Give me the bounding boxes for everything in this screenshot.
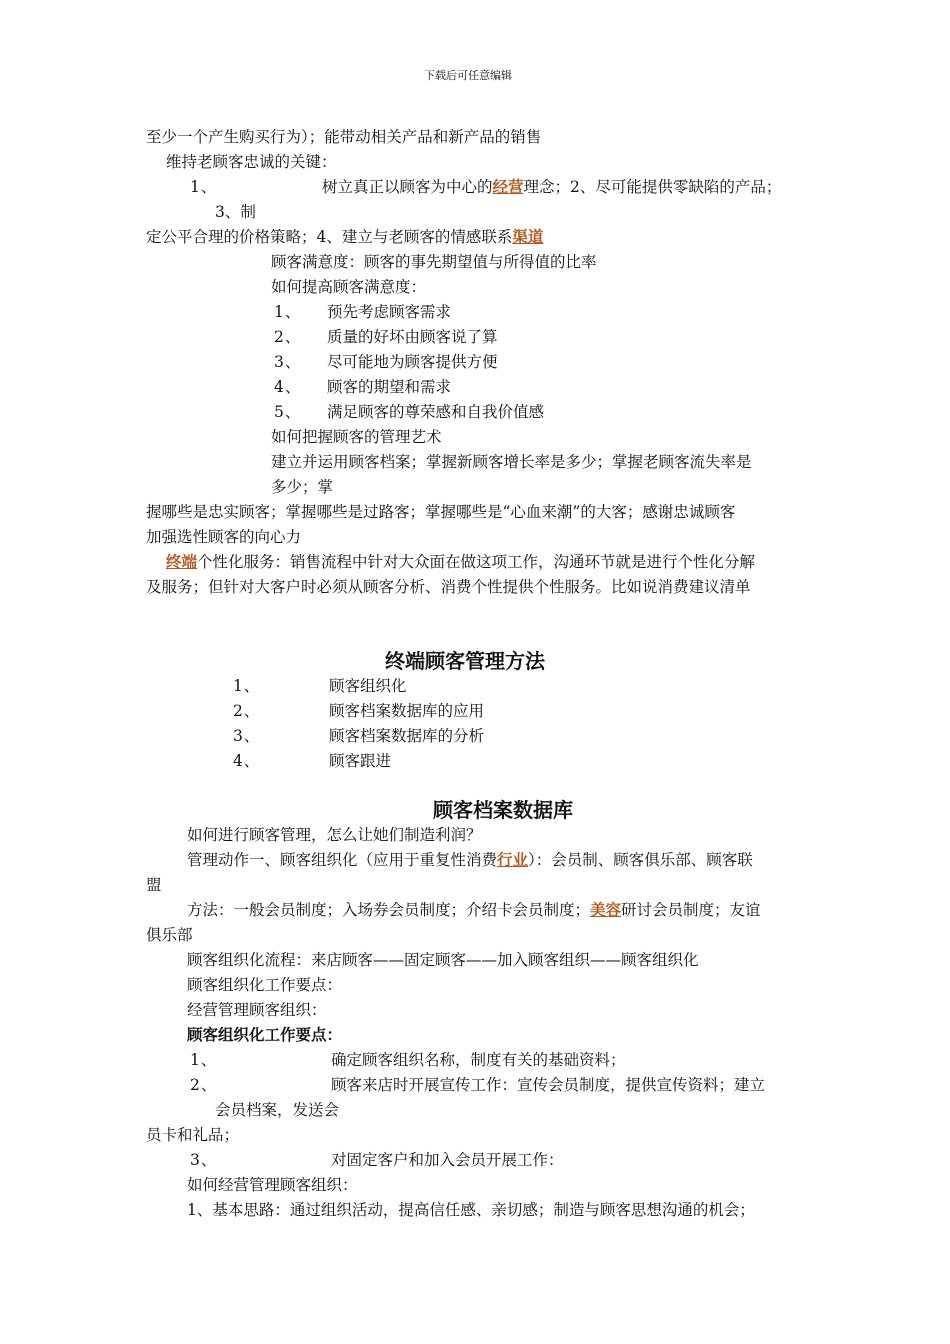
paragraph-line: 如何把握顾客的管理艺术 [271,428,442,446]
list-item: 预先考虑顾客需求 [327,303,452,321]
list-number: 1、 [233,677,261,695]
paragraph-line: 如何进行顾客管理，怎么让她们制造利润？ [187,826,482,844]
paragraph-line [187,850,753,870]
list-number: 3、 [190,1151,218,1169]
list-number: 1、 [274,303,302,321]
list-number: 2、 [274,328,302,346]
keyword-link-zhongduan[interactable]: 终端 [166,553,198,571]
list-number: 2、 [233,702,261,720]
list-number: 4、 [274,378,302,396]
paragraph-line: 加强选性顾客的向心力 [146,528,302,546]
paragraph-line: 3、制 [215,203,256,221]
paragraph-line: 多少；掌 [271,478,334,496]
paragraph-line [146,227,543,247]
paragraph-line: 至少一个产生购买行为）；能带动相关产品和新产品的销售 [146,128,542,146]
paragraph-line: 握哪些是忠实顾客；掌握哪些是过路客；掌握哪些是“心血来潮”的大客；感谢忠诚顾客 [146,503,736,521]
paragraph-line: 员卡和礼品； [146,1126,240,1144]
list-number: 3、 [274,353,302,371]
list-number: 5、 [274,403,302,421]
list-item: 满足顾客的尊荣感和自我价值感 [327,403,545,421]
list-number: 4、 [233,752,261,770]
paragraph-line: 会员档案，发送会 [215,1101,340,1119]
section-heading: 终端顾客管理方法 [385,649,545,673]
text-segment: 方法：一般会员制度；入场券会员制度；介绍卡会员制度； [187,901,591,919]
text-segment: 理念；2、尽可能提供零缺陷的产品； [523,178,782,196]
paragraph-line: 经营管理顾客组织： [187,1001,327,1019]
text-segment: 个性化服务：销售流程中针对大众面在做这项工作，沟通环节就是进行个性化分解 [197,553,756,571]
bold-subheading: 顾客组织化工作要点： [187,1026,343,1044]
list-item: 顾客档案数据库的应用 [329,702,485,720]
list-item: 对固定客户和加入会员开展工作： [331,1151,564,1169]
keyword-link-jingying[interactable]: 经营 [492,178,524,196]
paragraph-line: 如何经营管理顾客组织： [187,1176,358,1194]
paragraph-line: 及服务；但针对大客户时必须从顾客分析、消费个性提供个性服务。比如说消费建议清单 [146,578,751,596]
list-number: 3、 [233,727,261,745]
paragraph-line: 盟 [146,876,162,894]
paragraph-line: 顾客组织化流程：来店顾客——固定顾客——加入顾客组织——顾客组织化 [187,951,699,969]
text-segment: 定公平合理的价格策略；4、建立与老顾客的情感联系 [146,228,513,246]
paragraph-line [322,177,781,197]
page-header: 下载后可任意编辑 [424,69,512,82]
text-segment: 树立真正以顾客为中心的 [322,178,493,196]
list-number: 2、 [190,1076,218,1094]
list-item: 确定顾客组织名称，制度有关的基础资料； [331,1051,626,1069]
list-item: 尽可能地为顾客提供方便 [327,353,498,371]
text-segment: ）：会员制、顾客俱乐部、顾客联 [528,851,753,869]
list-number: 1、 [190,178,218,196]
list-item: 顾客的期望和需求 [327,378,452,396]
paragraph-line: 维持老顾客忠诚的关键： [166,153,337,171]
list-item: 顾客组织化 [329,677,407,695]
paragraph-line: 1、基本思路：通过组织活动，提高信任感、亲切感；制造与顾客思想沟通的机会； [187,1201,755,1219]
list-item: 顾客来店时开展宣传工作：宣传会员制度，提供宣传资料；建立 [331,1076,766,1094]
list-item: 顾客跟进 [329,752,392,770]
paragraph-line: 顾客满意度：顾客的事先期望值与所得值的比率 [271,253,597,271]
text-segment: 管理动作一、顾客组织化（应用于重复性消费 [187,851,498,869]
list-number: 1、 [190,1051,218,1069]
paragraph-line: 如何提高顾客满意度： [271,278,427,296]
paragraph-line [166,552,755,572]
paragraph-line: 建立并运用顾客档案；掌握新顾客增长率是多少；掌握老顾客流失率是 [271,453,752,471]
list-item: 质量的好坏由顾客说了算 [327,328,498,346]
list-item: 顾客档案数据库的分析 [329,727,485,745]
paragraph-line [187,900,761,920]
keyword-link-meirong[interactable]: 美容 [590,901,622,919]
text-segment: 研讨会员制度；友谊 [621,901,761,919]
keyword-link-hangye[interactable]: 行业 [497,851,529,869]
section-heading: 顾客档案数据库 [433,798,573,822]
keyword-link-qudao[interactable]: 渠道 [512,228,544,246]
paragraph-line: 俱乐部 [146,926,193,944]
paragraph-line: 顾客组织化工作要点： [187,976,343,994]
